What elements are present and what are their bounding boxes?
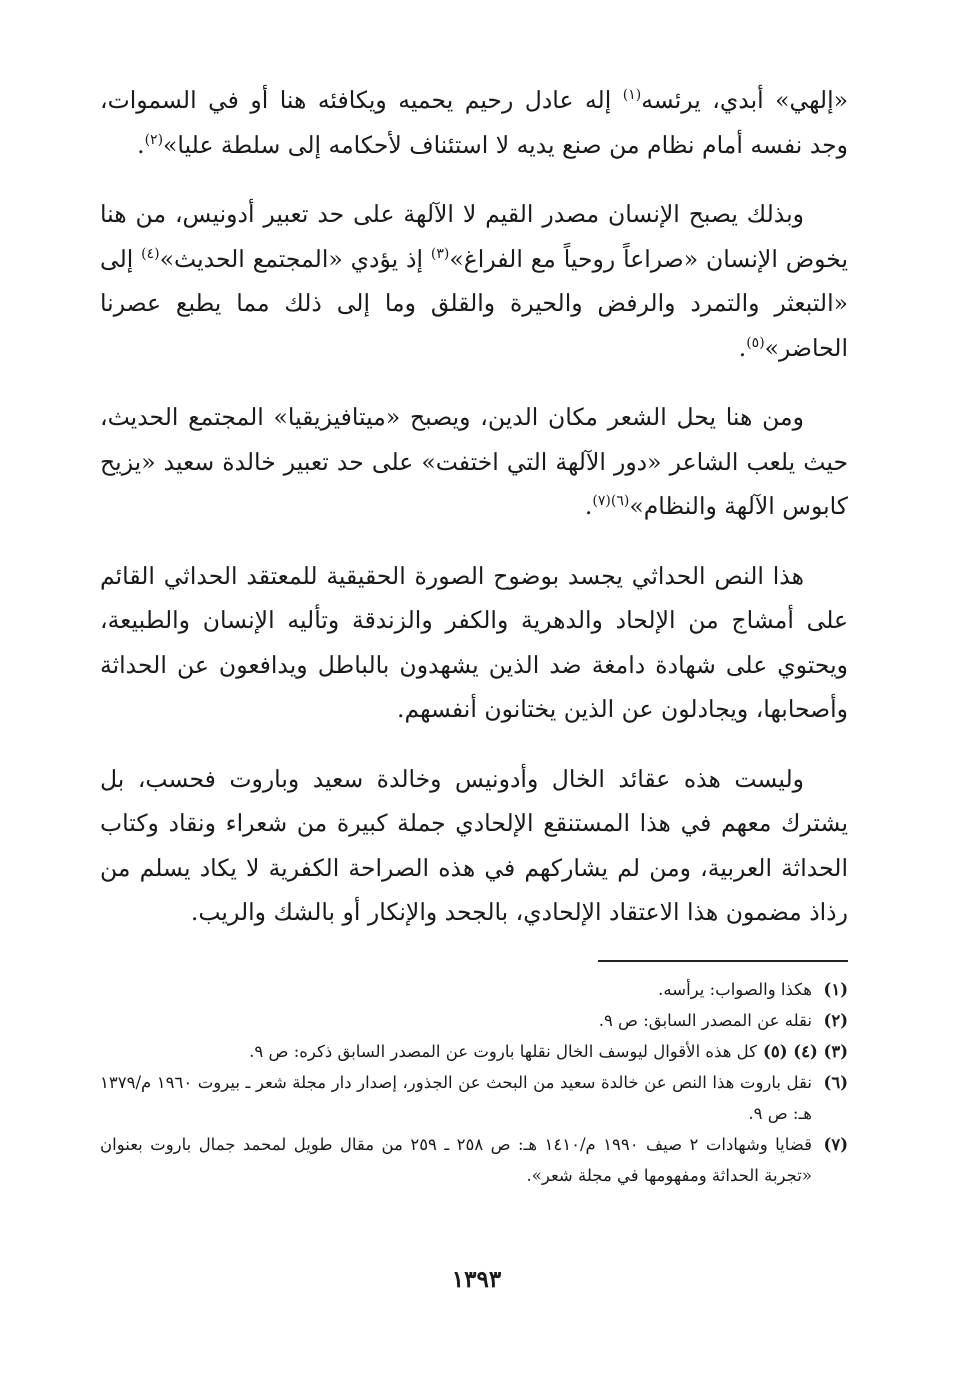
footnote-separator	[598, 960, 848, 962]
footnote-text: نقل باروت هذا النص عن خالدة سعيد من البحث عن الجذور، إصدار دار مجلة شعر ـ بيروت ١٩٦٠ م/١٣٧٩ هـ: ص ٩.	[100, 1072, 812, 1123]
footnote-number: (١)	[823, 979, 848, 999]
footnote-marker: (١)	[622, 87, 642, 104]
footnote	[100, 1005, 848, 1036]
footnote-text: هكذا والصواب: يرأسه.	[658, 979, 812, 999]
paragraph-text: «إلهي» أبدي، يرئسه	[641, 86, 848, 114]
paragraph	[100, 78, 848, 167]
paragraph-text: وبذلك يصبح الإنسان مصدر القيم لا الآلهة على حد تعبير أدونيس، من هنا يخوض الإنسان «صراعاً روحياً مع الفراغ»	[100, 200, 848, 273]
paragraph-text: .	[584, 492, 593, 520]
paragraph-text: إذ يؤدي «المجتمع الحديث»	[159, 244, 431, 273]
footnote-marker: (٦)	[610, 493, 630, 510]
footnote	[100, 974, 848, 1005]
footnote-text: كل هذه الأقوال ليوسف الخال نقلها باروت عن المصدر السابق ذكره: ص ٩.	[249, 1041, 758, 1061]
footnote-number: (٧)	[823, 1134, 848, 1154]
page-number: ١٣٩٣	[451, 1266, 502, 1293]
paragraph-text: ومن هنا يحل الشعر مكان الدين، ويصبح «ميتافيزيقيا» المجتمع الحديث، حيث يلعب الشاعر «دور الآلهة التي اختفت» على حد تعبير خالدة سعيد «يزيح كابوس الآلهة والنظام»	[100, 403, 848, 520]
footnote-marker: (٣)	[430, 245, 450, 262]
paragraph-text: إلى «التبعثر والتمرد والرفض والحيرة والقلق وما إلى ذلك مما يطبع عصرنا الحاضر»	[100, 244, 848, 362]
footnote	[100, 1067, 848, 1129]
paragraph-text: وليست هذه عقائد الخال وأدونيس وخالدة سعيد وباروت فحسب، بل يشترك معهم في هذا المستنقع الإلحادي جملة كبيرة من شعراء ونقاد وكتاب الحداثة العربية، ومن لم يشاركهم في هذه الصراحة الكفرية لا يكاد يسلم من رذاذ مضمون هذا الاعتقاد الإلحادي، بالجحد والإنكار أو بالشك والريب.	[100, 764, 848, 926]
paragraph	[100, 395, 848, 529]
main-text	[100, 78, 848, 935]
footnotes	[100, 974, 848, 1191]
paragraph	[100, 192, 848, 370]
paragraph	[100, 554, 848, 732]
footnote-number: (٢)	[823, 1010, 848, 1030]
footnote-text: نقله عن المصدر السابق: ص ٩.	[598, 1010, 812, 1030]
footnote-number: (٦)	[823, 1072, 848, 1092]
footnote-number: (٣) (٤) (٥)	[763, 1041, 848, 1061]
footnote	[100, 1129, 848, 1191]
footnote-marker: (٤)	[141, 245, 160, 262]
paragraph	[100, 757, 848, 935]
footnote-text: قضايا وشهادات ٢ صيف ١٩٩٠ م/١٤١٠ هـ: ص ٢٥٨ ـ ٢٥٩ من مقال طويل لمحمد جمال باروت بعنوان «تجربة الحداثة ومفهومها في مجلة شعر».	[100, 1134, 813, 1185]
page-body	[100, 78, 848, 1191]
footnote-marker: (٧)	[592, 493, 611, 510]
footnote	[100, 1036, 848, 1067]
paragraph-text: إله عادل رحيم يحميه ويكافئه هنا أو في السموات، وجد نفسه أمام نظام من صنع يديه لا استئناف لأحكامه إلى سلطة عليا»	[100, 86, 848, 159]
paragraph-text: هذا النص الحداثي يجسد بوضوح الصورة الحقيقية للمعتقد الحداثي القائم على أمشاج من الإلحاد والدهرية والكفر والزندقة وتأليه الإنسان والطبيعة، ويحتوي على شهادة دامغة ضد الذين يشهدون بالباطل ويدافعون عن الحداثة وأصحابها، ويجادلون عن الذين يختانون أنفسهم.	[100, 561, 848, 723]
paragraph-text: .	[738, 333, 747, 362]
footnote-marker: (٥)	[746, 334, 765, 351]
footnote-marker: (٢)	[144, 131, 164, 148]
paragraph-text: .	[137, 130, 145, 159]
